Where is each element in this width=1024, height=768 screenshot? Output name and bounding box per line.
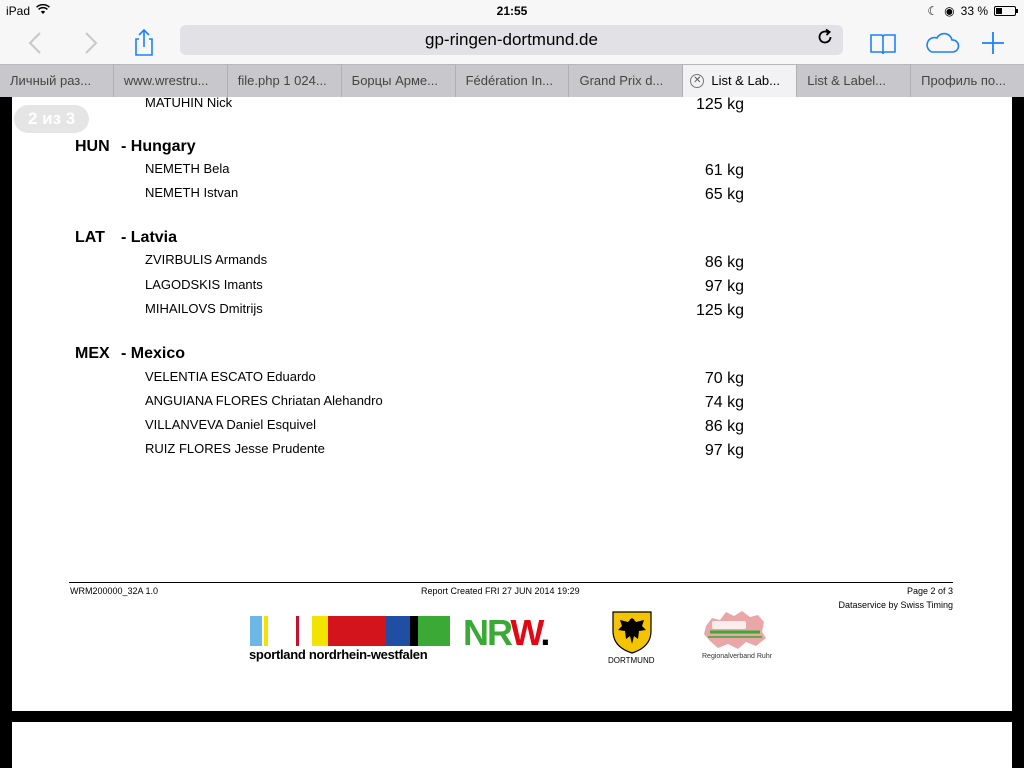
page-indicator: 2 из 3 <box>14 105 89 133</box>
athlete-weight: 125 kg <box>695 97 744 113</box>
battery-icon <box>994 6 1016 16</box>
close-tab-icon[interactable]: ✕ <box>690 74 704 88</box>
athlete-weight: 65 kg <box>704 186 744 203</box>
athlete-weight: 61 kg <box>704 162 744 179</box>
athlete-name: RUIZ FLORES Jesse Prudente <box>145 441 325 456</box>
athlete-name: VILLANVEVA Daniel Esquivel <box>145 417 317 432</box>
country-heading <box>75 345 185 363</box>
battery-percent: 33 % <box>960 4 988 18</box>
sportland-stripes-logo <box>250 616 450 646</box>
tab-label: List & Lab... <box>711 73 780 88</box>
tab-item[interactable] <box>342 65 456 97</box>
tab-label: Борцы Арме... <box>351 73 438 88</box>
athlete-name: MIHAILOVS Dmitrijs <box>145 301 263 316</box>
footer-divider <box>69 582 953 583</box>
back-chevron-icon[interactable] <box>19 26 53 60</box>
tab-label: www.wrestru... <box>123 73 209 88</box>
ruhr-map-logo <box>702 608 768 652</box>
athlete-name: ZVIRBULIS Armands <box>145 252 268 267</box>
athlete-weight: 97 kg <box>704 442 744 459</box>
reload-icon[interactable] <box>813 27 837 53</box>
athlete-name: NEMETH Istvan <box>145 185 239 200</box>
nrw-logo: NRW. <box>463 612 549 653</box>
device-label: iPad <box>6 4 31 18</box>
tab-label: Личный раз... <box>10 73 92 88</box>
country-name: - Latvia <box>121 229 178 246</box>
tab-bar <box>0 64 1024 97</box>
status-right <box>927 4 1016 18</box>
athlete-name: NEMETH Bela <box>145 161 230 176</box>
country-code: MEX <box>75 345 110 362</box>
country-code: LAT <box>75 229 105 246</box>
tab-label: Fédération In... <box>465 73 554 88</box>
forward-chevron-icon[interactable] <box>73 26 107 60</box>
ruhr-label: Regionalverband Ruhr <box>702 653 773 660</box>
browser-toolbar <box>0 22 1024 64</box>
tab-item[interactable] <box>114 65 228 97</box>
athlete-name: ANGUIANA FLORES Chriatan Alehandro <box>145 393 383 408</box>
page-number: Page 2 of 3 <box>906 586 953 596</box>
tab-item[interactable] <box>569 65 683 97</box>
new-tab-plus-icon[interactable] <box>976 26 1010 60</box>
battery-fill <box>996 8 1002 14</box>
athlete-weight: 125 kg <box>695 302 744 319</box>
moon-icon: ☾ <box>927 4 939 18</box>
tab-item-active[interactable] <box>683 65 797 97</box>
tab-item[interactable] <box>228 65 342 97</box>
tab-item[interactable] <box>456 65 570 97</box>
tab-label: Профиль по... <box>921 73 1006 88</box>
status-bar <box>0 0 1024 22</box>
tab-label: Grand Prix d... <box>579 73 664 88</box>
dortmund-label: DORTMUND <box>608 656 655 665</box>
pdf-page[interactable] <box>12 97 1012 711</box>
status-time: 21:55 <box>496 4 528 18</box>
country-code: HUN <box>75 138 110 155</box>
dataservice-credit: Dataservice by Swiss Timing <box>838 600 953 610</box>
tab-item[interactable] <box>797 65 911 97</box>
bookmarks-book-icon[interactable] <box>866 26 900 60</box>
athlete-name: MATUHIN Nick <box>145 97 233 110</box>
tab-item[interactable] <box>911 65 1024 97</box>
athlete-weight: 74 kg <box>704 394 744 411</box>
athlete-name: LAGODSKIS Imants <box>145 277 263 292</box>
rotation-lock-icon: ◉ <box>944 4 955 18</box>
tab-item[interactable] <box>0 65 114 97</box>
url-text: gp-ringen-dortmund.de <box>425 30 598 49</box>
athlete-weight: 97 kg <box>704 278 744 295</box>
dortmund-crest-icon <box>609 609 655 655</box>
doc-id: WRM200000_32A 1.0 <box>70 586 159 596</box>
tab-label: List & Label... <box>807 73 887 88</box>
icloud-tabs-icon[interactable] <box>922 26 962 60</box>
athlete-weight: 86 kg <box>704 254 744 271</box>
share-icon[interactable] <box>127 26 161 60</box>
next-pdf-page[interactable] <box>12 722 1012 768</box>
country-heading <box>75 138 196 156</box>
address-bar[interactable] <box>180 25 843 55</box>
report-created: Report Created FRI 27 JUN 2014 19:29 <box>421 586 580 596</box>
athlete-weight: 86 kg <box>704 418 744 435</box>
athlete-name: VELENTIA ESCATO Eduardo <box>145 369 316 384</box>
country-name: - Mexico <box>121 345 186 362</box>
country-name: - Hungary <box>121 138 196 155</box>
athlete-weight: 70 kg <box>704 370 744 387</box>
country-heading <box>75 229 177 247</box>
sportland-label: sportland nordrhein-westfalen <box>249 647 428 662</box>
tab-label: file.php 1 024... <box>237 73 327 88</box>
